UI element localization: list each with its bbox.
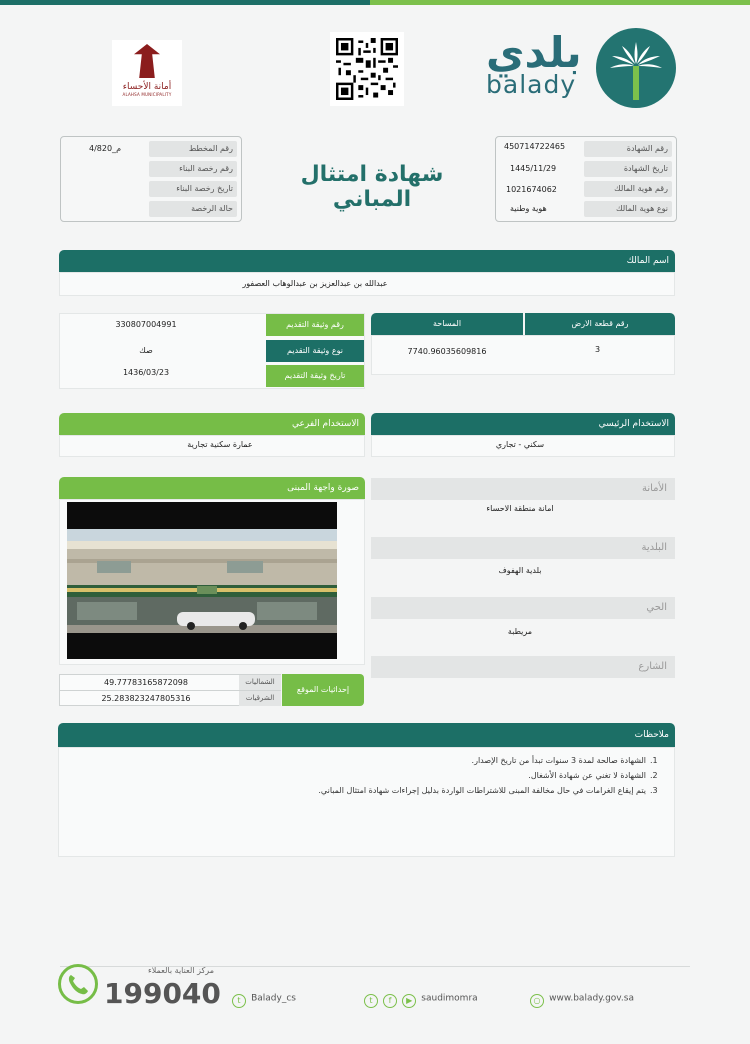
note-number: .1 <box>650 756 658 765</box>
east-coordinate-label: الشرقيات <box>239 691 281 706</box>
top-accent-bar-green <box>370 0 750 5</box>
phone-icon <box>58 964 98 1004</box>
main-usage-header: الاستخدام الرئيسي <box>371 413 675 435</box>
owner-id-number-label: رقم هوية المالك <box>584 181 672 197</box>
notes-numbers <box>650 753 674 798</box>
owner-id-type-value: هوية وطنية <box>510 204 547 213</box>
application-number-label: رقم وثيقة التقديم <box>266 314 364 336</box>
municipality-logo-text-en: ALAHSA MUNICIPALITY <box>122 92 172 97</box>
care-center-phone[interactable]: 199040 <box>104 977 221 1010</box>
note-item: يتم إيقاع الغرامات في حال مخالفة المبنى للاشتراطات الواردة بدليل إجراءات شهادة امتثال المباني. <box>318 786 646 795</box>
east-coordinate-value: 25.283823247805316 <box>101 694 191 703</box>
municipality-logo-text-ar: أمانة الأحساء <box>122 82 172 92</box>
coordinates-label: إحداثيات الموقع <box>282 674 364 706</box>
owner-name-value: عبدالله بن عبدالعزيز بن عبدالوهاب العصفور <box>242 279 388 288</box>
plot-number-header: رقم قطعة الارض <box>525 313 675 335</box>
page-title: شهادة امتثال المباني <box>300 162 444 212</box>
building-facade-photo <box>67 502 337 659</box>
note-number: .3 <box>650 786 658 795</box>
top-accent-bar-teal <box>0 0 370 5</box>
social-links[interactable] <box>364 988 478 1008</box>
qr-code-icon <box>336 38 398 100</box>
amana-header: الأمانة <box>371 478 675 500</box>
area-value: 7740.96035609816 <box>407 347 487 356</box>
tower-icon <box>134 44 160 78</box>
certificate-number-label: رقم الشهادة <box>584 141 672 157</box>
certificate-date-label: تاريخ الشهادة <box>584 161 672 177</box>
main-usage-value: سكني - تجاري <box>495 440 545 449</box>
palm-logo-icon <box>596 28 676 108</box>
plan-number-value: 4/820_م <box>89 144 122 153</box>
notes-header: ملاحظات <box>58 723 675 747</box>
website-url: www.balady.gov.sa <box>549 993 634 1004</box>
care-center-label: مركز العناية بالعملاء <box>147 966 214 975</box>
owner-id-number-value: 1021674062 <box>506 185 557 194</box>
twitter-cs-link[interactable] <box>232 988 296 1008</box>
twitter-cs-handle: Balady_cs <box>251 993 296 1004</box>
application-number-value: 330807004991 <box>115 320 177 329</box>
building-permit-number-label: رقم رخصة البناء <box>149 161 237 177</box>
application-type-label: نوع وثيقة التقديم <box>266 340 364 362</box>
facebook-icon: f <box>383 994 397 1008</box>
application-date-value: 1436/03/23 <box>122 368 170 377</box>
certificate-date-value: 1445/11/29 <box>510 164 557 173</box>
certificate-number-value: 450714722465 <box>504 142 566 151</box>
municipality-logo <box>112 40 182 106</box>
application-type-value: صك <box>139 346 153 355</box>
website-link[interactable] <box>530 988 634 1008</box>
owner-id-type-label: نوع هوية المالك <box>584 201 672 217</box>
social-handle: saudimomra <box>421 993 478 1004</box>
facade-photo-header: صورة واجهة المبنى <box>59 477 365 499</box>
youtube-icon: ▶ <box>402 994 416 1008</box>
twitter-icon: t <box>232 994 246 1008</box>
sub-usage-header: الاستخدام الفرعي <box>59 413 365 435</box>
note-number: .2 <box>650 771 658 780</box>
area-header: المساحة <box>371 313 523 335</box>
plot-number-value: 3 <box>594 345 601 354</box>
certificate-info-box <box>495 136 677 222</box>
owner-name-header: اسم المالك <box>59 250 675 272</box>
sub-usage-value: عمارة سكنية تجارية <box>187 440 253 449</box>
street-header: الشارع <box>371 656 675 678</box>
building-permit-date-label: تاريخ رخصة البناء <box>149 181 237 197</box>
amana-value: امانة منطقة الاحساء <box>486 504 554 513</box>
municipality-header: البلدية <box>371 537 675 559</box>
plan-number-label: رقم المخطط <box>149 141 237 157</box>
application-date-label: تاريخ وثيقة التقديم <box>266 365 364 387</box>
north-coordinate-value: 49.77783165872098 <box>104 678 188 687</box>
twitter-icon: t <box>364 994 378 1008</box>
notes-list <box>250 753 646 798</box>
note-item: الشهادة لا تغني عن شهادة الأشغال. <box>528 771 646 780</box>
north-coordinate-label: الشماليات <box>239 675 281 690</box>
brand-name-en: balady <box>486 70 577 99</box>
brand-name-ar: بلدي <box>486 28 582 77</box>
district-value: مريطبة <box>507 627 533 636</box>
district-header: الحي <box>371 597 675 619</box>
permit-status-label: حالة الرخصة <box>149 201 237 217</box>
note-item: الشهادة صالحة لمدة 3 سنوات تبدأ من تاريخ الإصدار. <box>471 756 646 765</box>
municipality-value: بلدية الهفوف <box>498 566 542 575</box>
qr-code[interactable] <box>330 32 404 106</box>
plan-info-box <box>60 136 242 222</box>
globe-icon: ○ <box>530 994 544 1008</box>
